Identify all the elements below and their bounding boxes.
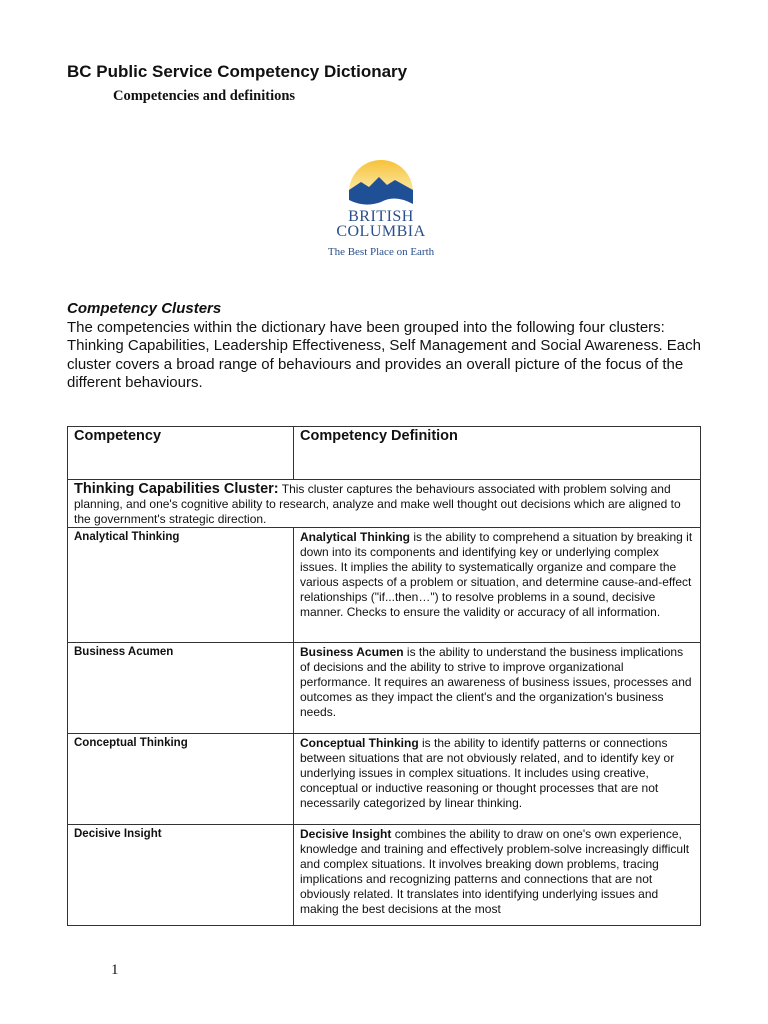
- definition-text: is the ability to comprehend a situation by breaking it down into its components and identifying key or underlying complex issues. It implies the ability to systematically organize and compare the various aspects of a problem or situation, and determine cause-and-effect relationships ("if...then…") to resolve problems in a sound, decisive manner. Checks to ensure the validity or accuracy of all information.: [300, 530, 693, 619]
- table-row: [68, 643, 701, 734]
- intro-paragraph: The competencies within the dictionary have been grouped into the following four clusters: Thinking Capabilities, Leadership Effectiveness, Self Management and Social Awareness. Each cluster covers a broad range of behaviours and provides an overall picture of the focus of the different behaviours.: [67, 319, 701, 391]
- table-row: [68, 825, 701, 926]
- definition-text: combines the ability to draw on one's own experience, knowledge and training and effectively problem-solve increasingly difficult and complex situations. It involves breaking down problems, tracing implications and recognizing patterns and connections that are not obviously related. It translates into identifying underlying issues and making the best decisions at the most: [300, 827, 690, 916]
- competency-name: Business Acumen: [68, 643, 294, 734]
- document-subtitle: Competencies and definitions: [113, 88, 296, 104]
- cluster-cell: [68, 480, 701, 528]
- definition-text: is the ability to identify patterns or connections between situations that are not obviously related, and to identify key or underlying issues in complex situations. It includes using creative, conceptual or inductive reasoning or thought processes that are not necessarily categorized by linear thinking.: [300, 736, 675, 810]
- header-competency: Competency: [68, 427, 294, 480]
- competency-definition: [294, 643, 701, 734]
- sun-mountain-icon: [347, 160, 415, 208]
- logo-tagline: The Best Place on Earth: [327, 246, 435, 258]
- definition-term: Decisive Insight: [300, 827, 392, 841]
- table-row: [68, 734, 701, 825]
- competency-name: Decisive Insight: [68, 825, 294, 926]
- logo-text-british: BRITISH: [348, 208, 414, 225]
- table-row: [68, 528, 701, 643]
- clusters-heading: Competency Clusters: [67, 300, 222, 317]
- cluster-row: [68, 480, 701, 528]
- competency-definition: [294, 825, 701, 926]
- definition-term: Conceptual Thinking: [300, 736, 419, 750]
- table-header-row: [68, 427, 701, 480]
- competency-name: Conceptual Thinking: [68, 734, 294, 825]
- competency-definition: [294, 734, 701, 825]
- competency-name: Analytical Thinking: [68, 528, 294, 643]
- page-number: 1: [111, 962, 119, 978]
- header-definition: Competency Definition: [294, 427, 701, 480]
- bc-logo: [318, 160, 444, 264]
- cluster-name: Thinking Capabilities Cluster:: [74, 481, 279, 497]
- definition-term: Business Acumen: [300, 645, 404, 659]
- logo-text-columbia: COLUMBIA: [336, 223, 426, 240]
- definition-text: is the ability to understand the business implications of decisions and the ability to strive to improve organizational performance. It requires an awareness of business issues, processes and outcomes as they impact the client's and the organization's business needs.: [300, 645, 692, 719]
- competency-definition: [294, 528, 701, 643]
- document-title: BC Public Service Competency Dictionary: [67, 62, 408, 81]
- cluster-description: This cluster captures the behaviours associated with problem solving and planning, and one's cognitive ability to research, analyze and make well thought out decisions which are aligned to the government's strategic direction.: [74, 482, 681, 526]
- definition-term: Analytical Thinking: [300, 530, 411, 544]
- competency-table: [67, 426, 701, 926]
